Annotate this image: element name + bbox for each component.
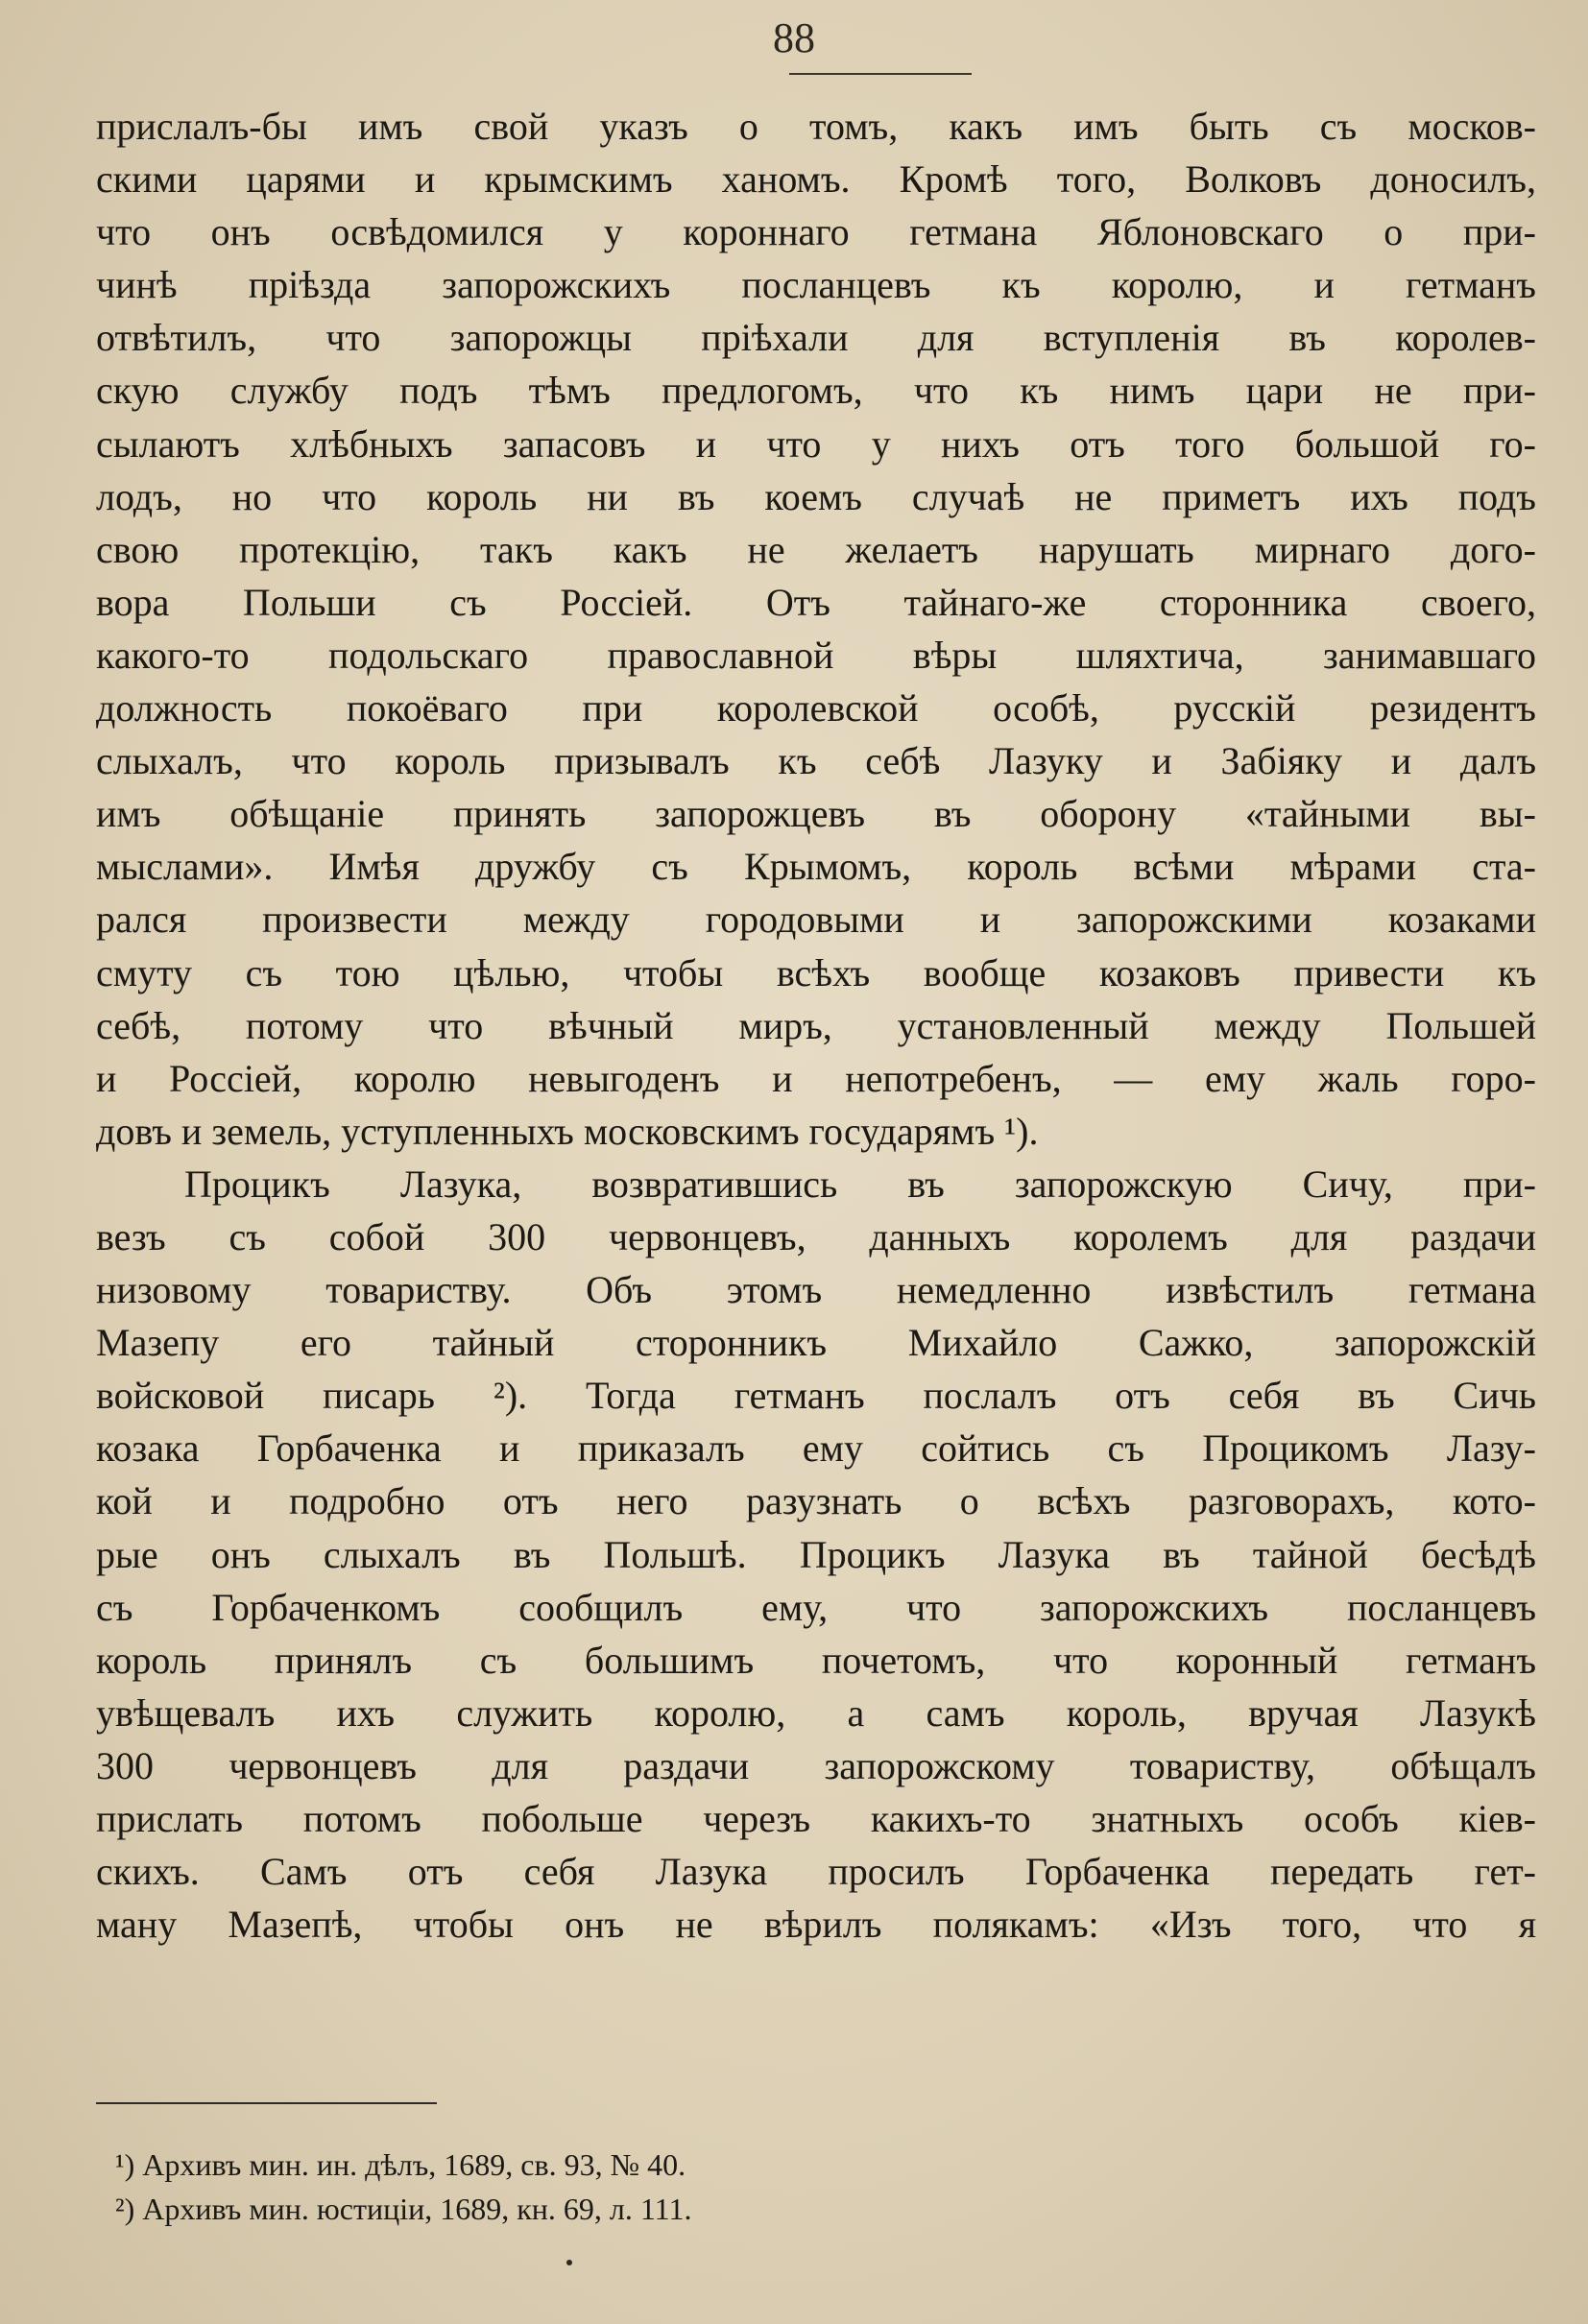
text-line: что онъ освѣдомился у короннаго гетмана Яблоновскаго о при-: [96, 210, 1536, 254]
text-line: ману Мазепѣ, чтобы онъ не вѣрилъ полякамъ: «Изъ того, что я: [96, 1903, 1536, 1947]
text-line: скими царями и крымскимъ ханомъ. Кромѣ того, Волковъ доносилъ,: [96, 157, 1536, 202]
footnote-mark: ¹): [115, 2147, 135, 2182]
text-line: слыхалъ, что король призывалъ къ себѣ Лазуку и Забіяку и далъ: [96, 739, 1536, 783]
text-line: лодъ, но что король ни въ коемъ случаѣ не приметъ ихъ подъ: [96, 474, 1536, 518]
page-number-rule: [789, 73, 972, 75]
text-line: везъ съ собой 300 червонцевъ, данныхъ королемъ для раздачи: [96, 1214, 1536, 1258]
text-line: сылаютъ хлѣбныхъ запасовъ и что у нихъ отъ того большой го-: [96, 421, 1536, 466]
text-line: вора Польши съ Россіей. Отъ тайнаго-же сторонника своего,: [96, 580, 1536, 624]
text-line: прислалъ-бы имъ свой указъ о томъ, какъ имъ быть съ москов-: [96, 105, 1536, 148]
printer-dot: [566, 2260, 572, 2265]
text-line: 300 червонцевъ для раздачи запорожскому товариству, обѣщалъ: [96, 1743, 1536, 1787]
text-line: король принялъ съ большимъ почетомъ, что коронный гетманъ: [96, 1638, 1536, 1682]
footnote-text: Архивъ мин. ин. дѣлъ, 1689, св. 93, № 40.: [142, 2147, 686, 2182]
text-line: свою протекцію, такъ какъ не желаетъ нарушать мирнаго дого-: [96, 527, 1536, 571]
footnote-mark: ²): [115, 2192, 135, 2226]
text-line: съ Горбаченкомъ сообщилъ ему, что запорожскихъ посланцевъ: [96, 1585, 1536, 1629]
text-line: мыслами». Имѣя дружбу съ Крымомъ, король всѣми мѣрами ста-: [96, 845, 1536, 889]
text-line: прислать потомъ побольше черезъ какихъ-то знатныхъ особъ кіев-: [96, 1797, 1536, 1840]
text-line: рался произвести между городовыми и запорожскими козаками: [96, 898, 1536, 942]
text-line: чинѣ пріѣзда запорожскихъ посланцевъ къ королю, и гетманъ: [96, 263, 1536, 307]
footnotes: [115, 2143, 1171, 2231]
text-line-paragraph-end: довъ и земель, уступленныхъ московскимъ государямъ ¹).: [96, 1109, 1039, 1153]
text-line: козака Горбаченка и приказалъ ему сойтись съ Процикомъ Лазу-: [96, 1426, 1536, 1471]
text-line: скихъ. Самъ отъ себя Лазука просилъ Горбаченка передать гет-: [96, 1850, 1536, 1894]
text-line: отвѣтилъ, что запорожцы пріѣхали для вступленія въ королев-: [96, 316, 1536, 360]
text-line: кой и подробно отъ него разузнать о всѣхъ разговорахъ, кото-: [96, 1479, 1536, 1523]
footnote-separator: [96, 2102, 437, 2104]
text-line: рые онъ слыхалъ въ Польшѣ. Процикъ Лазука въ тайной бесѣдѣ: [96, 1532, 1536, 1576]
text-line: должность покоёваго при королевской особѣ, русскій резидентъ: [96, 686, 1536, 731]
footnote-2: [115, 2187, 1171, 2231]
text-line: войсковой писарь ²). Тогда гетманъ послалъ отъ себя въ Сичь: [96, 1374, 1536, 1418]
page-number: 88: [773, 14, 815, 61]
text-line: какого-то подольскаго православной вѣры шляхтича, занимавшаго: [96, 633, 1536, 677]
text-line: увѣщевалъ ихъ служить королю, а самъ король, вручая Лазукѣ: [96, 1690, 1536, 1735]
footnote-text: Архивъ мин. юстиціи, 1689, кн. 69, л. 111.: [142, 2192, 692, 2226]
footnote-1: [115, 2143, 1171, 2187]
text-line: имъ обѣщаніе принять запорожцевъ въ оборону «тайными вы-: [96, 792, 1536, 836]
text-line: скую службу подъ тѣмъ предлогомъ, что къ нимъ цари не при-: [96, 369, 1536, 413]
text-line: смуту съ тою цѣлью, чтобы всѣхъ вообще козаковъ привести къ: [96, 950, 1536, 994]
text-line-paragraph-start: Процикъ Лазука, возвратившись въ запорожскую Сичу, при-: [184, 1162, 1536, 1206]
text-line: низовому товариству. Объ этомъ немедленно извѣстилъ гетмана: [96, 1268, 1536, 1312]
text-line: себѣ, потому что вѣчный миръ, установленный между Польшей: [96, 1003, 1536, 1047]
text-line: и Россіей, королю невыгоденъ и непотребенъ, — ему жаль горо-: [96, 1056, 1536, 1100]
text-line: Мазепу его тайный сторонникъ Михайло Сажко, запорожскій: [96, 1321, 1536, 1365]
body-text: [96, 100, 1536, 1951]
